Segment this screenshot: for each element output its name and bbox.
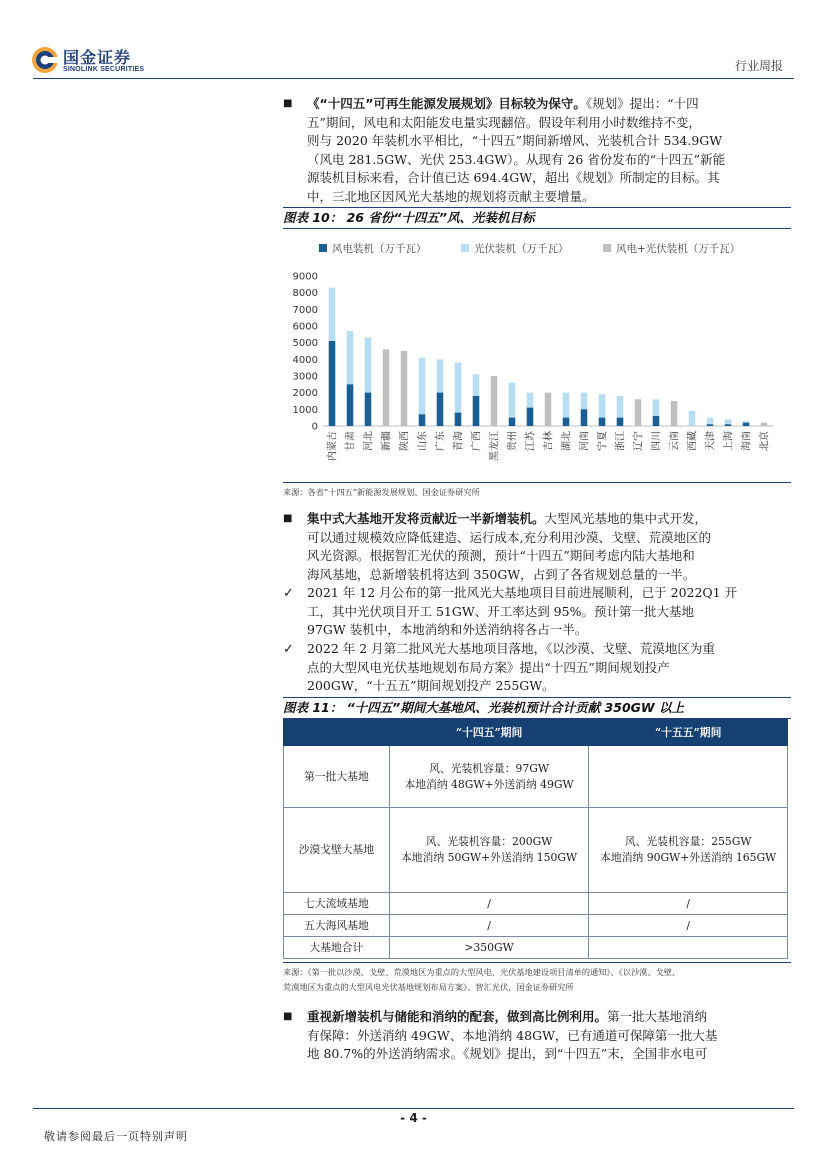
table-cell: / [589, 893, 788, 915]
cell-line: 风、光装机容量：97GW [429, 761, 549, 775]
paragraph-line: 五”期间，风电和太阳能发电量实现翻倍。假设年利用小时数维持不变， [307, 114, 701, 130]
paragraph-lead: 《“十四五”可再生能源发展规划》目标较为保守。 [307, 96, 586, 111]
paragraph-line: 2022 年 2 月第二批风光大基地项目落地，《以沙漠、戈壁、荒漠地区为重 [307, 641, 715, 656]
bar-wind [581, 409, 588, 426]
y-tick-label: 7000 [292, 304, 318, 316]
paragraph-line: 风光资源。根据智汇光伏的预测，预计“十四五”期间考虑内陆大基地和 [307, 548, 695, 564]
y-tick-label: 3000 [292, 371, 318, 383]
table-row [284, 808, 788, 893]
x-tick-label: 河南 [579, 431, 591, 451]
x-tick-label: 吉林 [543, 431, 555, 451]
legend-label: 光伏装机（万千瓦） [474, 243, 569, 255]
paragraph-line: 工，其中光伏项目开工 51GW、开工率达到 95%。预计第一批大基地 [307, 603, 694, 619]
y-tick-label: 8000 [292, 288, 318, 300]
paragraph-line: 则与 2020 年装机水平相比，“十四五”期间新增风、光装机合计 534.9GW [307, 133, 723, 149]
table-row [284, 746, 788, 808]
paragraph-line: 《规划》提出：“十四 [585, 96, 699, 111]
bar-chart [283, 229, 791, 482]
paragraph-first-batch [283, 584, 786, 640]
paragraph-line: 200GW，“十五五”期间规划投产 255GW。 [307, 678, 555, 694]
paragraph-line: （风电 281.5GW、光伏 253.4GW）。从现有 26 省份发布的“十四五”新能 [307, 151, 726, 167]
x-tick-label: 内蒙古 [327, 431, 339, 461]
bar-wind [455, 413, 462, 426]
row-label: 沙漠戈壁大基地 [284, 808, 390, 893]
bar-solar [689, 411, 696, 426]
row-label: 大基地合计 [284, 937, 390, 959]
figure-10-title: 图表 10： 26 省份“十四五”风、光装机目标 [283, 207, 791, 229]
table-cell: / [389, 893, 589, 915]
y-tick-label: 9000 [292, 271, 318, 283]
cell-line: 本地消纳 50GW+外送消纳 150GW [401, 851, 578, 864]
bar-wind [437, 393, 444, 426]
cell-line: 本地消纳 48GW+外送消纳 49GW [404, 777, 574, 791]
x-tick-label: 广西 [471, 431, 483, 451]
paragraph-line: 中，三北地区因风光大基地的规划将贡献主要增量。 [307, 188, 595, 204]
cell-line: 本地消纳 90GW+外送消纳 165GW [600, 851, 777, 864]
paragraph-renewable-plan [283, 95, 786, 207]
source-line-text: 来源：《第一批以沙漠、戈壁、荒漠地区为重点的大型风电、光伏基地建设项目清单的通知》、《以沙漠、戈壁、 [283, 967, 681, 977]
figure-11-table [283, 719, 788, 959]
page-number: - 4 - [400, 1111, 427, 1125]
paragraph-line: 源装机目标来看，合计值已达 694.4GW，超出《规划》所制定的目标。其 [307, 170, 720, 186]
bar-combined [491, 376, 498, 426]
y-tick-label: 4000 [292, 354, 318, 366]
bar-wind [617, 418, 624, 426]
legend-swatch [319, 244, 327, 252]
bar-wind [743, 423, 750, 426]
table-header-cell: “十四五”期间 [389, 720, 589, 746]
x-tick-label: 西藏 [687, 431, 699, 451]
table-cell [589, 746, 788, 808]
table-header-row [284, 720, 788, 746]
paragraph-line: 有保障：外送消纳 49GW、本地消纳 48GW，已有通道可保障第一批大基 [307, 1027, 718, 1043]
paragraph-lead: 集中式大基地开发将贡献近一半新增装机。 [307, 511, 545, 526]
logo-mark-icon [31, 46, 59, 74]
table-cell [389, 746, 589, 808]
x-tick-label: 甘肃 [345, 431, 357, 451]
y-tick-label: 2000 [292, 388, 318, 400]
x-tick-label: 河北 [363, 431, 375, 451]
bar-wind [707, 424, 714, 426]
y-tick-label: 5000 [292, 338, 318, 350]
paragraph-line: 2021 年 12 月公布的第一批风光大基地项目目前进展顺利，已于 2022Q1 开 [307, 585, 738, 600]
x-tick-label: 四川 [651, 431, 663, 451]
table-row [284, 893, 788, 915]
table-cell: / [589, 915, 788, 937]
figure-11-title: 图表 11： “十四五”期间大基地风、光装机预计合计贡献 350GW 以上 [283, 697, 791, 719]
source-divider [283, 962, 791, 963]
cell-line: 风、光装机容量：200GW [425, 835, 553, 848]
bullet-icon: ■ [283, 513, 293, 524]
legend-swatch [603, 244, 611, 252]
bar-combined [401, 351, 408, 426]
bar-wind [725, 424, 732, 426]
x-tick-label: 陕西 [399, 431, 411, 451]
x-tick-label: 天津 [705, 431, 717, 451]
table-row [284, 937, 788, 959]
checkmark-icon: ✓ [283, 586, 294, 601]
bar-wind [473, 396, 480, 426]
disclaimer: 敬请参阅最后一页特别声明 [44, 1130, 188, 1143]
x-tick-label: 浙江 [615, 431, 627, 451]
bar-combined [545, 393, 552, 426]
paragraph-line: 可以通过规模效应降低建造、运行成本,充分利用沙漠、戈壁、荒漠地区的 [307, 529, 711, 545]
bar-combined [671, 401, 678, 426]
logo-name-en: SINOLINK SECURITIES [63, 66, 145, 73]
x-tick-label: 贵州 [507, 431, 519, 451]
bar-combined [635, 399, 642, 426]
x-tick-label: 海南 [741, 431, 753, 451]
x-tick-label: 北京 [759, 431, 771, 451]
source-divider [283, 482, 791, 483]
x-tick-label: 黑龙江 [489, 431, 501, 461]
bullet-icon: ■ [283, 98, 293, 109]
bar-wind [329, 341, 336, 426]
paragraph-line: 第一批大基地消纳 [607, 1009, 708, 1024]
legend-swatch [461, 244, 469, 252]
x-tick-label: 山东 [417, 431, 429, 451]
cell-line: 风、光装机容量：255GW [624, 835, 752, 848]
table-header-cell: “十五五”期间 [589, 720, 788, 746]
x-tick-label: 新疆 [381, 431, 393, 451]
table-cell [389, 808, 589, 893]
figure-10-chart [283, 229, 791, 482]
table-header-cell [284, 720, 390, 746]
legend-label: 风电装机（万千瓦） [332, 243, 427, 255]
bar-wind [347, 384, 354, 426]
report-type: 行业周报 [734, 59, 783, 73]
paragraph-base-development [283, 510, 786, 584]
x-tick-label: 江苏 [525, 431, 537, 451]
row-label: 五大海风基地 [284, 915, 390, 937]
x-tick-label: 青海 [453, 431, 465, 451]
bar-wind [599, 418, 606, 426]
bar-combined [761, 423, 768, 426]
figure-10-source: 来源：各省“十四五”新能源发展规划、国金证券研究所 [283, 487, 480, 497]
paragraph-line: 97GW 装机中，本地消纳和外送消纳将各占一半。 [307, 622, 588, 638]
paragraph-line: 地 80.7%的外送消纳需求。《规划》提出，到“十四五”末，全国非水电可 [307, 1046, 708, 1062]
x-tick-label: 上海 [723, 431, 735, 451]
paragraph-line: 点的大型风电光伏基地规划布局方案》提出“十四五”期间规划投产 [307, 659, 670, 675]
x-tick-label: 湖北 [561, 431, 573, 451]
figure-11-source [283, 965, 791, 995]
x-tick-label: 云南 [669, 431, 681, 451]
row-label: 第一批大基地 [284, 746, 390, 808]
bar-combined [383, 349, 390, 426]
footer-divider [33, 1108, 794, 1109]
source-line-text: 荒漠地区为重点的大型风电光伏基地规划布局方案》、智汇光伏，国金证券研究所 [283, 982, 574, 992]
paragraph-storage [283, 1008, 786, 1064]
row-label: 七大流域基地 [284, 893, 390, 915]
bar-wind [509, 418, 516, 426]
table-cell: >350GW [389, 937, 589, 959]
bar-wind [653, 416, 660, 426]
paragraph-line: 大型风光基地的集中式开发， [544, 511, 708, 526]
paragraph-second-batch [283, 640, 786, 696]
table-cell: / [389, 915, 589, 937]
bullet-icon: ■ [283, 1011, 293, 1022]
bar-wind [419, 414, 426, 426]
paragraph-lead: 重视新增装机与储能和消纳的配套，做到高比例利用。 [307, 1009, 608, 1024]
checkmark-icon: ✓ [283, 642, 294, 657]
y-tick-label: 6000 [292, 321, 318, 333]
table-cell [589, 937, 788, 959]
company-logo [31, 43, 153, 77]
legend-label: 风电+光伏装机（万千瓦） [616, 243, 741, 255]
bar-wind [527, 408, 534, 426]
x-tick-label: 宁夏 [597, 431, 609, 451]
page-header [0, 0, 827, 80]
x-tick-label: 广东 [435, 431, 447, 451]
logo-name-cn: 国金证券 [63, 48, 132, 67]
bar-wind [563, 418, 570, 426]
paragraph-line: 海风基地，总新增装机将达到 350GW，占到了各省规划总量的一半。 [307, 566, 696, 582]
header-divider [33, 78, 794, 79]
bar-wind [365, 393, 372, 426]
y-tick-label: 0 [311, 421, 318, 433]
x-tick-label: 辽宁 [633, 431, 645, 451]
table-cell [589, 808, 788, 893]
table-row [284, 915, 788, 937]
y-tick-label: 1000 [292, 404, 318, 416]
